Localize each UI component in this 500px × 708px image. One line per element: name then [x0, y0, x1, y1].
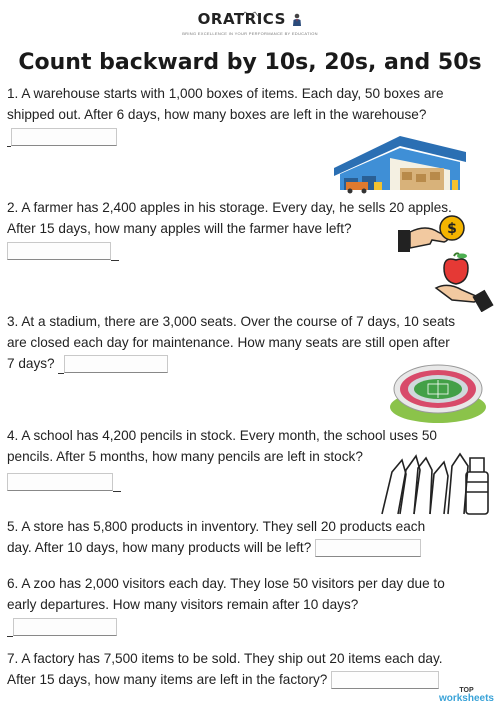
question-line: early departures. How many visitors remain after 10 days? [7, 597, 359, 612]
answer-field[interactable] [11, 128, 117, 146]
answer-field[interactable] [7, 473, 113, 491]
answer-field[interactable] [315, 539, 421, 557]
question-2 [7, 197, 452, 261]
question-6 [7, 573, 445, 637]
answer-field[interactable] [13, 618, 117, 636]
question-line: 7. A factory has 7,500 items to be sold. They ship out 20 items each day. [7, 651, 443, 666]
apple-hand-icon [432, 252, 494, 317]
answer-field[interactable] [331, 671, 439, 689]
question-line: 1. A warehouse starts with 1,000 boxes of items. Each day, 50 boxes are [7, 86, 444, 101]
question-line: After 15 days, how many items are left in the factory? [7, 672, 332, 687]
question-7 [7, 648, 443, 690]
footer-top-label: TOP [459, 687, 474, 694]
footer-brand [439, 687, 494, 704]
question-line: 6. A zoo has 2,000 visitors each day. They lose 50 visitors per day due to [7, 576, 445, 591]
page-title: Count backward by 10s, 20s, and 50s [18, 50, 482, 75]
svg-text:$: $ [447, 221, 457, 237]
question-line: 7 days? [7, 356, 59, 371]
footer-brand-label: worksheets [438, 693, 494, 704]
stadium-illustration [388, 355, 488, 430]
question-line: pencils. After 5 months, how many pencils are left in stock? [7, 449, 363, 464]
question-line: 5. A store has 5,800 products in inventory. They sell 20 products each [7, 519, 426, 534]
logo-text: ORATRICS [197, 10, 286, 28]
question-line: After 15 days, how many apples will the farmer have left? [7, 221, 352, 236]
question-line: 2. A farmer has 2,400 apples in his storage. Every day, he sells 20 apples. [7, 200, 452, 215]
pencils-illustration [378, 452, 496, 521]
warehouse-illustration [330, 128, 470, 199]
question-line: shipped out. After 6 days, how many boxes are left in the warehouse? [7, 107, 427, 122]
question-line: 4. A school has 4,200 pencils in stock. Every month, the school uses 50 [7, 428, 437, 443]
question-line: day. After 10 days, how many products will be left? [7, 540, 316, 555]
brand-logo [0, 4, 500, 36]
teacher-icon [292, 13, 302, 31]
question-4 [7, 425, 437, 492]
answer-field[interactable] [64, 355, 168, 373]
question-line: are closed each day for maintenance. How many seats are still open after [7, 335, 450, 350]
answer-field[interactable] [7, 242, 111, 260]
question-line: 3. At a stadium, there are 3,000 seats. Over the course of 7 days, 10 seats [7, 314, 456, 329]
question-5 [7, 516, 425, 558]
logo-tagline: BRING EXCELLENCE IN YOUR PERFORMANCE BY EDUCATION [182, 31, 318, 36]
